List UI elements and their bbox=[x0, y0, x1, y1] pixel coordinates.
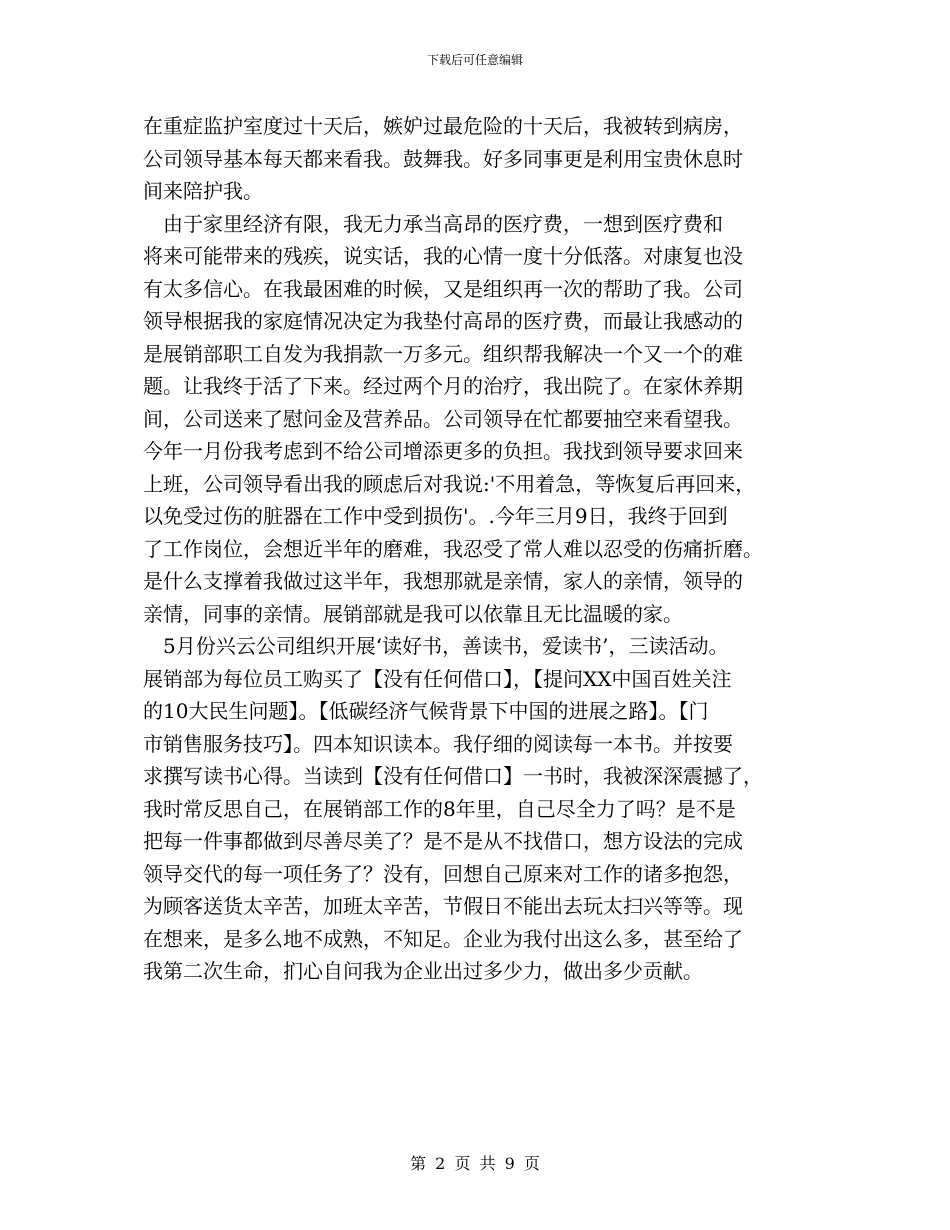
text-line: 在重症监护室度过十天后，嫉妒过最危险的十天后，我被转到病房， bbox=[143, 114, 743, 138]
text-line: 5月份兴云公司组织开展‘读好书，善读书，爱读书’，三读活动。 bbox=[143, 634, 729, 658]
text-line: 题。让我终于活了下来。经过两个月的治疗，我出院了。在家休养期 bbox=[143, 374, 743, 398]
text-line: 在想来，是多么地不成熟，不知足。企业为我付出这么多，甚至给了 bbox=[143, 926, 743, 951]
text-line: 了工作岗位，会想近半年的磨难，我忍受了常人难以忍受的伤痛折磨。 bbox=[143, 536, 763, 561]
text-line: 的10大民生问题】。【低碳经济气候背景下中国的进展之路】。【门 bbox=[143, 699, 709, 723]
text-line: 将来可能带来的残疾，说实话，我的心情一度十分低落。对康复也没 bbox=[143, 244, 743, 268]
text-line: 今年一月份我考虑到不给公司增添更多的负担。我找到领导要求回来 bbox=[143, 439, 743, 463]
text-line: 领导交代的每一项任务了？没有，回想自己原来对工作的诸多抱怨， bbox=[143, 861, 743, 886]
text-line: 间，公司送来了慰问金及营养品。公司领导在忙都要抽空来看望我。 bbox=[143, 406, 743, 431]
text-line: 我时常反思自己，在展销部工作的8年里，自己尽全力了吗？是不是 bbox=[143, 796, 736, 821]
page-number-footer: 第 2 页 共 9 页 bbox=[410, 1154, 540, 1173]
text-line: 是什么支撑着我做过这半年，我想那就是亲情，家人的亲情，领导的 bbox=[143, 569, 743, 593]
text-line: 展销部为每位员工购买了【没有任何借口】，【提问XX中国百姓关注 bbox=[143, 666, 732, 691]
text-line: 我第二次生命，扪心自问我为企业出过多少力，做出多少贡献。 bbox=[143, 959, 703, 983]
text-line: 亲情，同事的亲情。展销部就是我可以依靠且无比温暖的家。 bbox=[143, 601, 683, 626]
text-line: 是展销部职工自发为我捐款一万多元。组织帮我解决一个又一个的难 bbox=[143, 341, 743, 366]
text-line: 求撰写读书心得。当读到【没有任何借口】一书时，我被深深震撼了， bbox=[143, 764, 763, 788]
text-line: 间来陪护我。 bbox=[143, 179, 263, 203]
text-line: 为顾客送货太辛苦，加班太辛苦，节假日不能出去玩太扫兴等等。现 bbox=[143, 894, 743, 918]
text-line: 由于家里经济有限，我无力承当高昂的医疗费，一想到医疗费和 bbox=[143, 211, 723, 236]
text-line: 以免受过伤的脏器在工作中受到损伤'。.今年三月9日，我终于回到 bbox=[143, 504, 728, 528]
document-body bbox=[143, 110, 823, 988]
page-header: 下载后可任意编辑 bbox=[426, 53, 523, 67]
text-line: 有太多信心。在我最困难的时候，又是组织再一次的帮助了我。公司 bbox=[143, 276, 743, 301]
text-line: 领导根据我的家庭情况决定为我垫付高昂的医疗费，而最让我感动的 bbox=[143, 309, 743, 333]
text-line: 把每一件事都做到尽善尽美了？是不是从不找借口，想方设法的完成 bbox=[143, 829, 743, 853]
text-line: 公司领导基本每天都来看我。鼓舞我。好多同事更是利用宝贵休息时 bbox=[143, 146, 743, 171]
text-line: 市销售服务技巧】。四本知识读本。我仔细的阅读每一本书。并按要 bbox=[143, 731, 733, 756]
text-line: 上班，公司领导看出我的顾虑后对我说:'不用着急，等恢复后再回来， bbox=[143, 471, 756, 496]
